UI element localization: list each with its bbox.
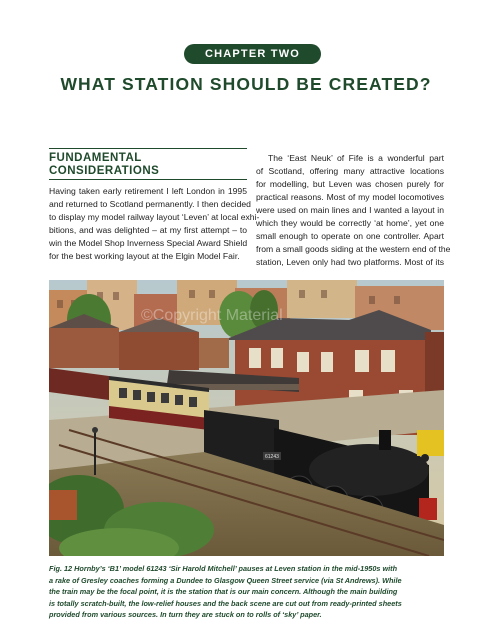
heading-rule-top [49, 148, 247, 149]
heading-rule-bottom [49, 179, 247, 180]
right-column-text [256, 152, 451, 269]
body-line: for the best working layout at the Elgin Model Fair. [49, 251, 240, 261]
caption-line: Fig. 12 Hornby’s ‘B1’ model 61243 ‘Sir Harold Mitchell’ pauses at Leven station in the mid-1950s with [49, 564, 398, 573]
body-line: small enough to operate on one controller. Apart [256, 231, 444, 241]
section-heading [49, 152, 249, 178]
caption-line: a rake of Gresley coaches forming a Dundee to Glasgow Queen Street service (via St Andrews). While [49, 575, 402, 585]
body-line: Having taken early retirement I left London in 1995 [49, 186, 247, 196]
watermark-text: ©Copyright Material [141, 307, 283, 324]
body-line: The ‘East Neuk’ of Fife is a wonderful part [268, 153, 444, 163]
chapter-label: CHAPTER TWO [184, 44, 321, 64]
body-line: to display my model railway layout ‘Leven’ at local exhi- [49, 212, 260, 222]
body-line: win the Model Shop Inverness Special Award Shield [49, 238, 248, 248]
body-line: of Scotland, offering many attractive locations [256, 166, 444, 176]
section-heading-line-1: FUNDAMENTAL [49, 152, 142, 164]
body-line: which they would be correctly ‘at home’, yet one [256, 218, 444, 228]
body-line: station, Leven only had two platforms. Most of its [256, 257, 444, 267]
section-heading-line-2: CONSIDERATIONS [49, 165, 160, 177]
body-line: practical reasons. Most of my model locomotives [256, 192, 444, 202]
body-line: and returned to Scotland permanently. I then decided [49, 199, 251, 209]
body-line: bitions, and was delighted – at my first attempt – to [49, 225, 247, 235]
left-column-text [49, 185, 260, 263]
caption-line: provided from various sources. In turn they are stuck on to rolls of ‘sky’ paper. [49, 610, 322, 619]
model-railway-photo [49, 280, 444, 556]
caption-line: the train may be the focal point, it is the station that is our main concern. Although the main building [49, 587, 398, 596]
body-line: from a small goods siding at the western end of the [256, 244, 451, 254]
figure-caption [49, 563, 447, 621]
chapter-title: WHAT STATION SHOULD BE CREATED? [60, 74, 432, 94]
caption-line: is totally scratch-built, the low-relief houses and the back scene are cut out from ready-printed sheets [49, 598, 402, 608]
loco-number: 61243 [265, 454, 279, 460]
body-line: were used on main lines and I wanted a layout in [256, 205, 444, 215]
body-line: for modelling, but Leven was chosen purely for [256, 179, 444, 189]
